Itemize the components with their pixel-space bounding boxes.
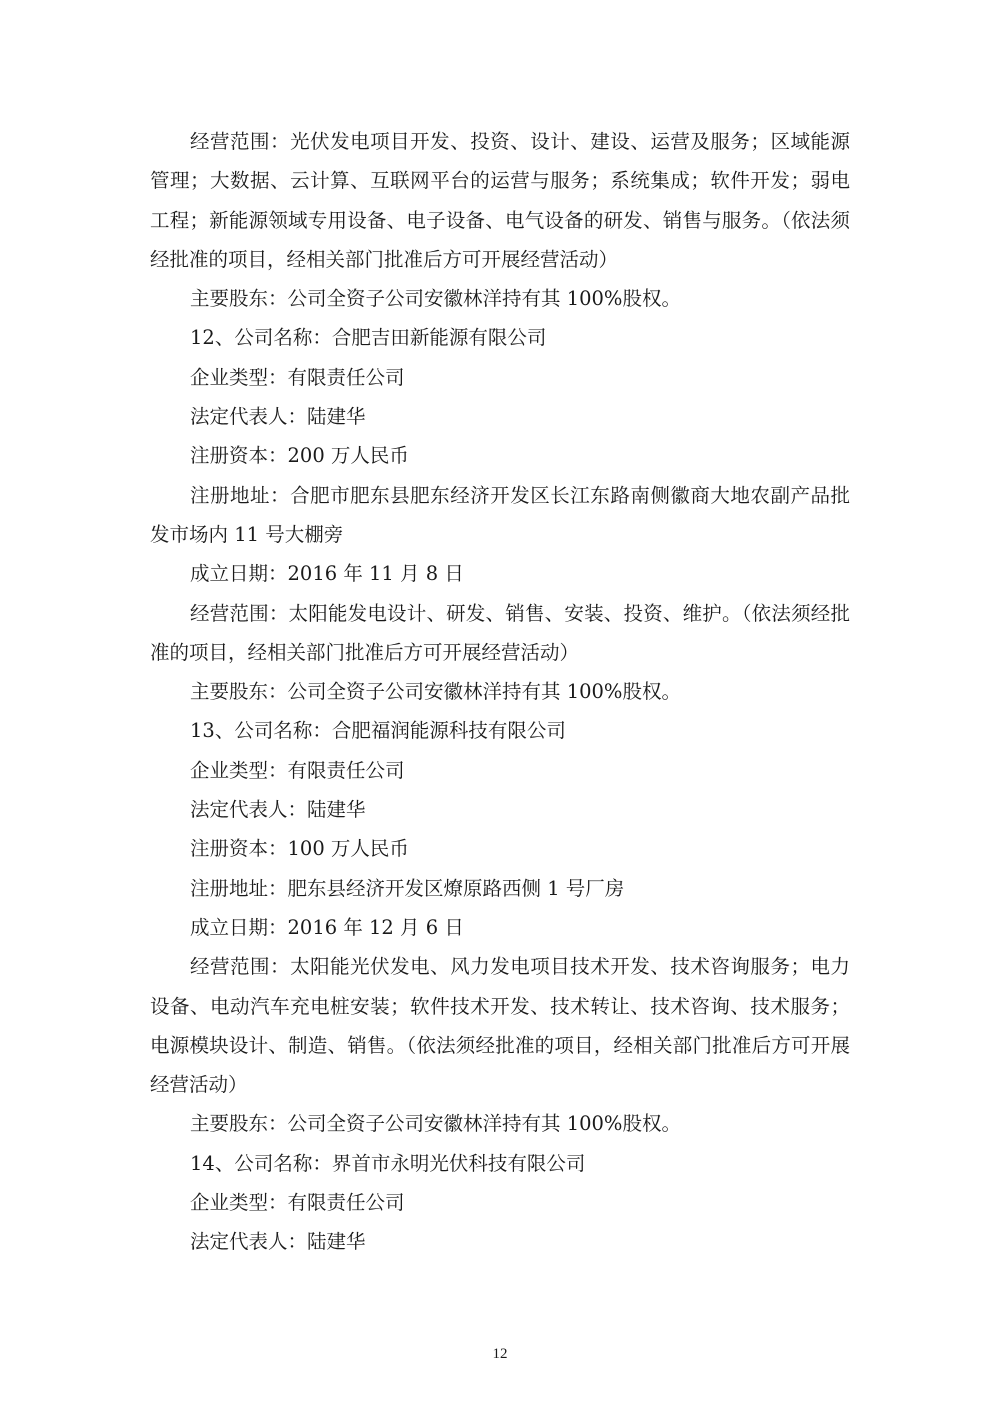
company-12-business-scope: 经营范围：太阳能发电设计、研发、销售、安装、投资、维护。（依法须经批准的项目，经相关部门批准后方可开展经营活动） [150, 601, 850, 664]
company-12-name: 12、公司名称：合肥吉田新能源有限公司 [190, 326, 547, 350]
company-12-registered-capital: 注册资本：200 万人民币 [190, 444, 409, 468]
business-scope-paragraph: 经营范围：光伏发电项目开发、投资、设计、建设、运营及服务；区域能源管理；大数据、云计算、互联网平台的运营与服务；系统集成；软件开发；弱电工程；新能源领域专用设备、电子设备、电气设备的研发、销售与服务。（依法须经批准的项目，经相关部门批准后方可开展经营活动） [150, 130, 850, 271]
company-14-name: 14、公司名称：界首市永明光伏科技有限公司 [190, 1151, 586, 1175]
company-14-legal-representative: 法定代表人：陆建华 [190, 1230, 366, 1254]
company-12-registered-address: 注册地址：合肥市肥东县肥东经济开发区长江东路南侧徽商大地农副产品批发市场内 11 号大棚旁 [150, 483, 850, 546]
page-number: 12 [492, 1346, 508, 1362]
company-12-established-date: 成立日期：2016 年 11 月 8 日 [190, 562, 464, 586]
company-13-business-scope: 经营范围：太阳能光伏发电、风力发电项目技术开发、技术咨询服务；电力设备、电动汽车充电桩安装；软件技术开发、技术转让、技术咨询、技术服务；电源模块设计、制造、销售。（依法须经批准的项目，经相关部门批准后方可开展经营活动） [150, 955, 850, 1097]
company-12-type: 企业类型：有限责任公司 [190, 365, 405, 389]
company-13-registered-capital: 注册资本：100 万人民币 [190, 837, 409, 861]
document-body [150, 122, 850, 1262]
company-13-type: 企业类型：有限责任公司 [190, 758, 405, 782]
company-12-major-shareholder: 主要股东：公司全资子公司安徽林洋持有其 100%股权。 [190, 680, 681, 704]
company-13-established-date: 成立日期：2016 年 12 月 6 日 [190, 915, 464, 939]
company-13-registered-address: 注册地址：肥东县经济开发区燎原路西侧 1 号厂房 [190, 876, 625, 900]
company-14-type: 企业类型：有限责任公司 [190, 1191, 405, 1215]
major-shareholder-paragraph: 主要股东：公司全资子公司安徽林洋持有其 100%股权。 [190, 287, 681, 311]
company-13-major-shareholder: 主要股东：公司全资子公司安徽林洋持有其 100%股权。 [190, 1112, 681, 1136]
company-13-name: 13、公司名称：合肥福润能源科技有限公司 [190, 719, 566, 743]
company-12-legal-representative: 法定代表人：陆建华 [190, 405, 366, 429]
company-13-legal-representative: 法定代表人：陆建华 [190, 798, 366, 822]
